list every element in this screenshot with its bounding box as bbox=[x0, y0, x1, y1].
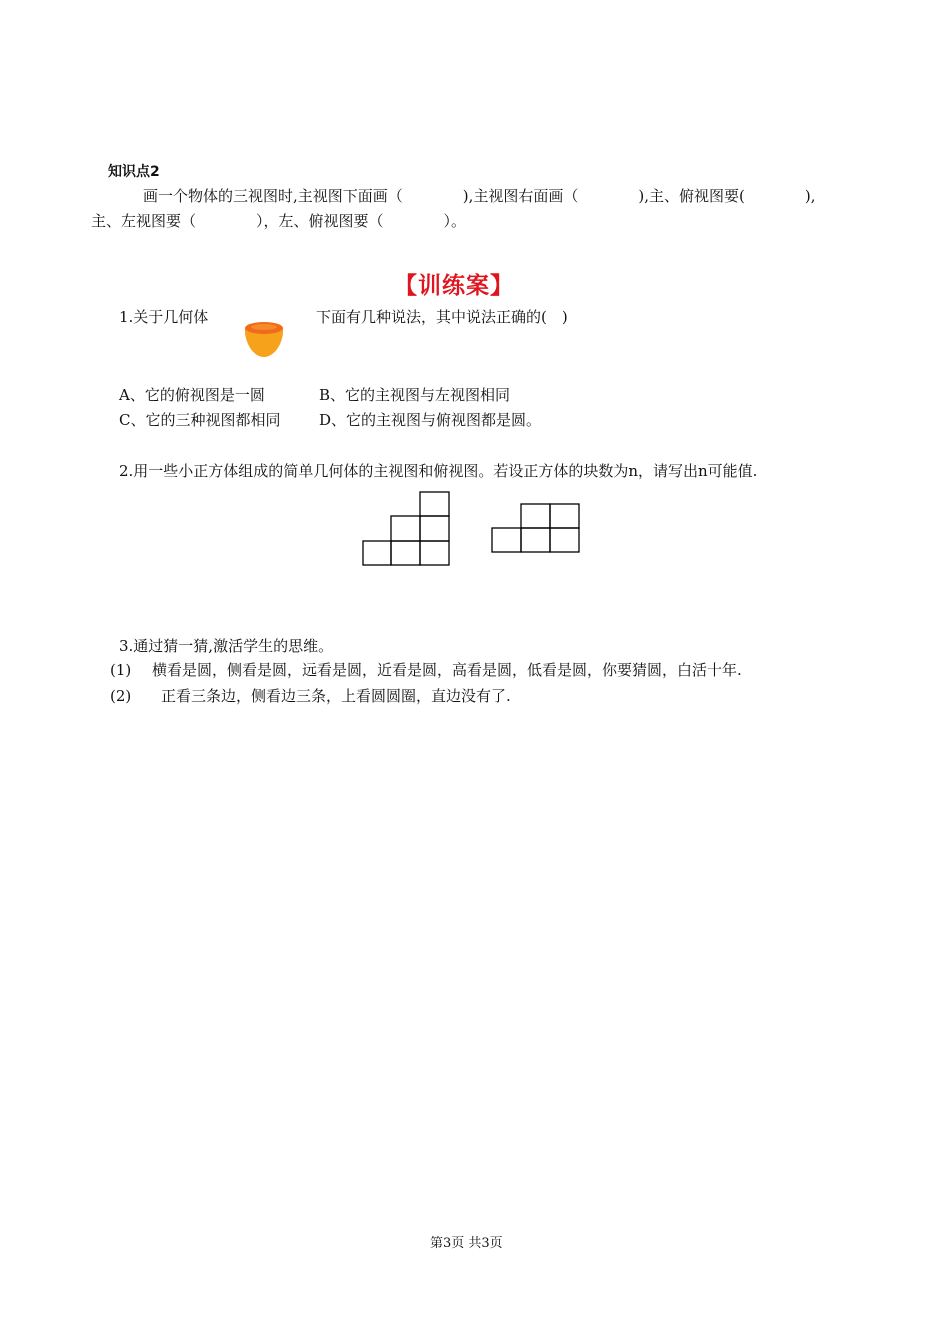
front-view-figure bbox=[362, 491, 452, 567]
q1-option-d: D、它的主视图与俯视图都是圆。 bbox=[319, 411, 542, 429]
q1-option-a: A、它的俯视图是一圆 bbox=[119, 386, 265, 404]
riddle-1-number: (1) bbox=[110, 661, 132, 679]
riddle-2-number: (2) bbox=[110, 687, 132, 705]
riddle-1-text: 横看是圆，侧看是圆，远看是圆，近看是圆，高看是圆，低看是圆，你要猜圆，白活十年. bbox=[152, 661, 742, 679]
knowledge-line-1: 画一个物体的三视图时,主视图下面画（ ),主视图右面画（ ),主、俯视图要( ), bbox=[143, 187, 816, 205]
q1-option-c: C、它的三种视图都相同 bbox=[119, 411, 281, 429]
q2-stem: 2.用一些小正方体组成的简单几何体的主视图和俯视图。若设正方体的块数为n，请写出n可能值. bbox=[119, 462, 758, 480]
page-footer: 第3页 共3页 bbox=[430, 1236, 503, 1251]
q1-option-b: B、它的主视图与左视图相同 bbox=[319, 386, 511, 404]
section-title: 【训练案】 bbox=[394, 273, 514, 299]
q1-stem-suffix: 下面有几种说法，其中说法正确的( ) bbox=[316, 308, 568, 326]
riddle-2-text: 正看三条边，侧看边三条，上看圆圆圈，直边没有了. bbox=[161, 687, 511, 705]
q1-stem-prefix: 1.关于几何体 bbox=[119, 308, 209, 326]
top-view-figure bbox=[491, 503, 583, 555]
vessel-image bbox=[243, 320, 285, 358]
knowledge-line-2: 主、左视图要（ ），左、俯视图要（ ）。 bbox=[91, 212, 467, 230]
q3-stem: 3.通过猜一猜,激活学生的思维。 bbox=[119, 637, 334, 655]
knowledge-heading: 知识点2 bbox=[108, 164, 160, 180]
